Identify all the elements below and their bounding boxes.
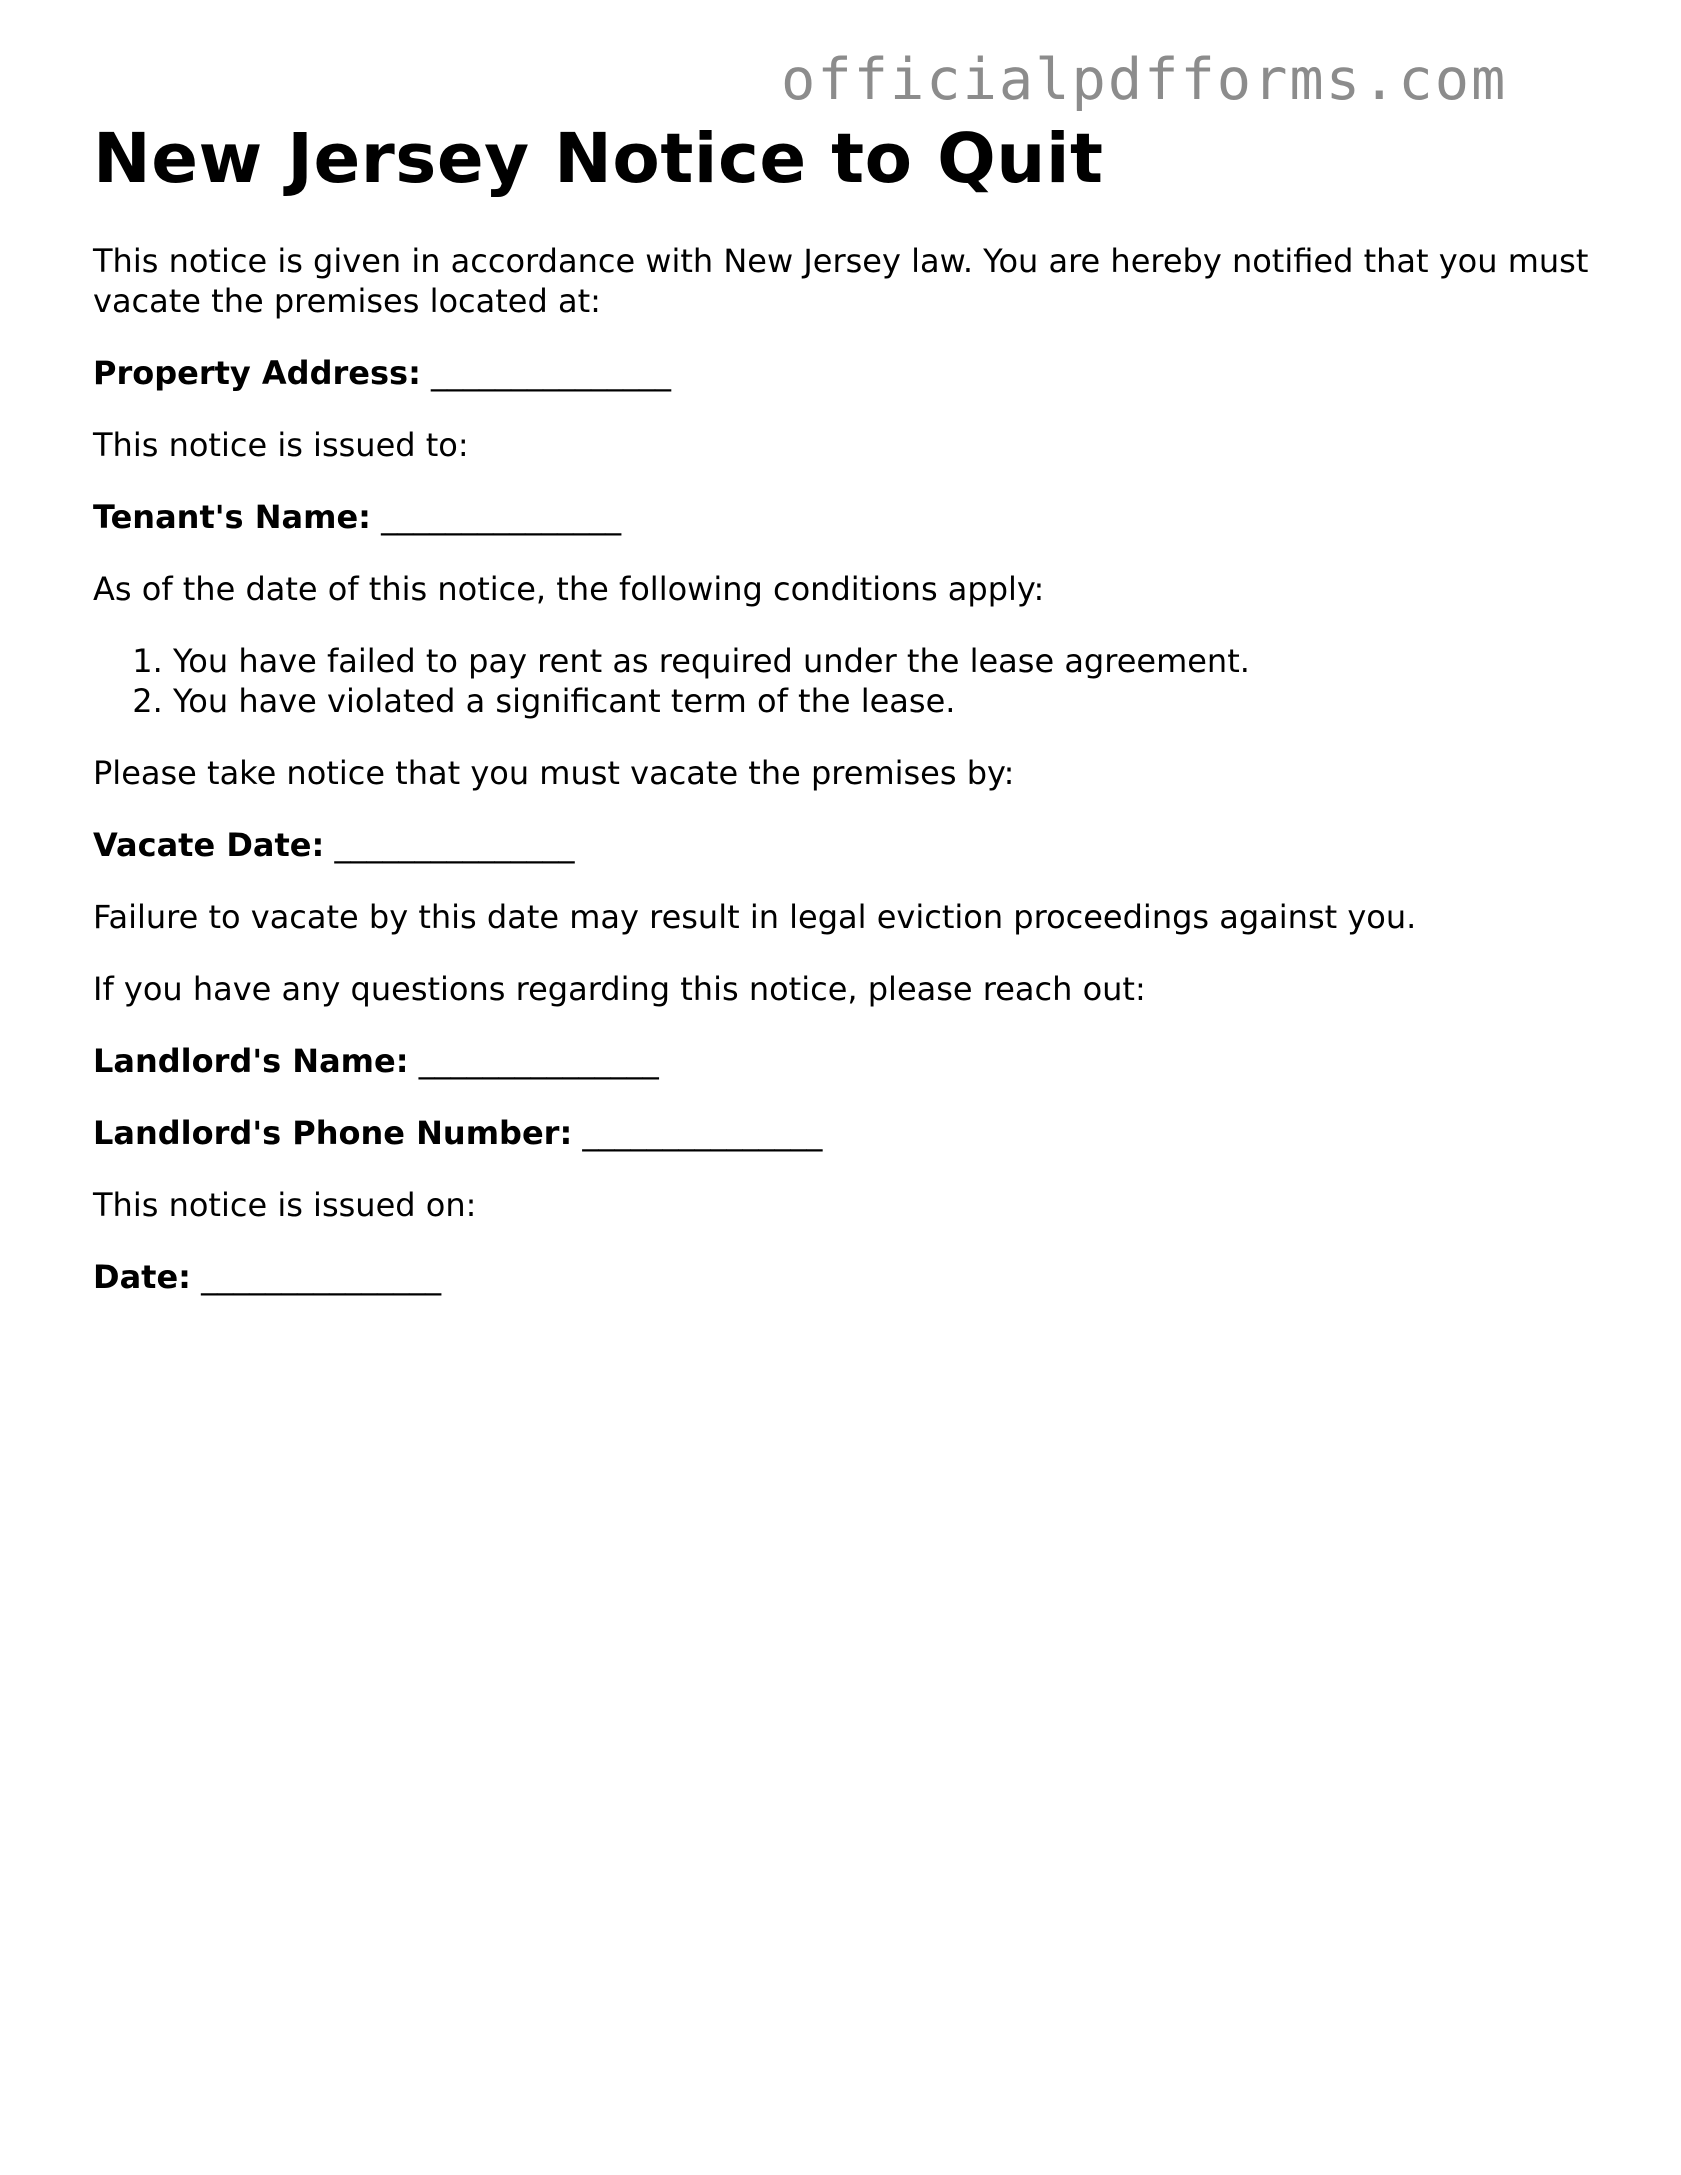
document-title: New Jersey Notice to Quit — [93, 119, 1104, 199]
vacate-date-blank: _______________ — [334, 825, 575, 864]
landlord-name-label: Landlord's Name: — [93, 1041, 409, 1080]
conditions-list — [93, 641, 1593, 721]
landlord-name-blank: _______________ — [418, 1041, 659, 1080]
failure-warning-text: Failure to vacate by this date may result in legal eviction proceedings against you. — [93, 897, 1417, 936]
vacate-intro-text: Please take notice that you must vacate the premises by: — [93, 753, 1015, 792]
questions-text: If you have any questions regarding this notice, please reach out: — [93, 969, 1146, 1008]
landlord-phone-label: Landlord's Phone Number: — [93, 1113, 573, 1152]
landlord-phone-blank: _______________ — [582, 1113, 823, 1152]
vacate-date-field — [93, 825, 1593, 865]
landlord-name-field — [93, 1041, 1593, 1081]
date-label: Date: — [93, 1257, 191, 1296]
tenant-name-blank: _______________ — [381, 497, 622, 536]
property-address-field — [93, 353, 1593, 393]
landlord-phone-field — [93, 1113, 1593, 1153]
date-blank: _______________ — [201, 1257, 442, 1296]
vacate-date-label: Vacate Date: — [93, 825, 325, 864]
intro-paragraph: This notice is given in accordance with New Jersey law. You are hereby notified that you must vacate the premises located at: — [93, 241, 1589, 320]
list-item: 1. You have failed to pay rent as required under the lease agreement. — [173, 641, 1593, 681]
issued-on-text: This notice is issued on: — [93, 1185, 477, 1224]
property-address-label: Property Address: — [93, 353, 421, 392]
property-address-blank: _______________ — [431, 353, 672, 392]
issued-to-text: This notice is issued to: — [93, 425, 469, 464]
tenant-name-field — [93, 497, 1593, 537]
conditions-intro-text: As of the date of this notice, the following conditions apply: — [93, 569, 1045, 608]
watermark: officialpdfforms.com — [781, 47, 1508, 113]
document-page — [93, 118, 1593, 1297]
date-field — [93, 1257, 1593, 1297]
list-item: 2. You have violated a significant term of the lease. — [173, 681, 1593, 721]
tenant-name-label: Tenant's Name: — [93, 497, 371, 536]
